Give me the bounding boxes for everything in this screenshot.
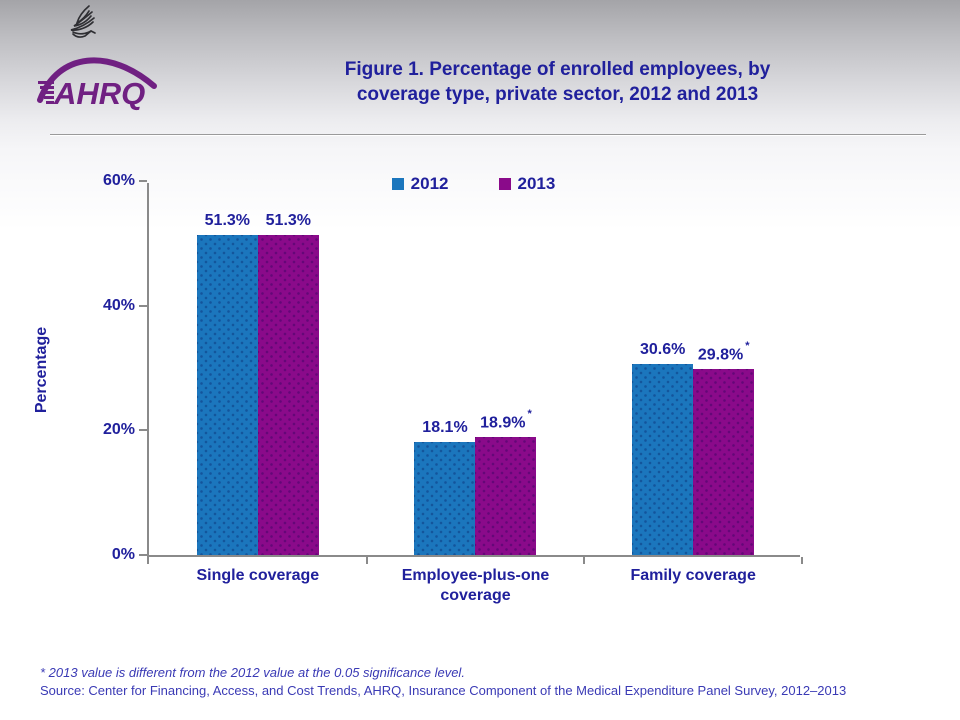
figure-title-line-1: Figure 1. Percentage of enrolled employees, by (344, 59, 771, 80)
significance-note: * 2013 value is different from the 2012 value at the 0.05 significance level. (40, 665, 465, 680)
plot-area (102, 172, 800, 604)
legend-label-2013: 2013 (517, 174, 556, 193)
y-tick-mark (139, 554, 147, 556)
y-tick-label: 40% (102, 296, 135, 314)
y-axis-title: Percentage (33, 326, 51, 414)
bar-value-label-2012-2: 30.6% (639, 341, 686, 359)
y-tick-mark (139, 180, 147, 182)
y-tick-label: 60% (102, 172, 135, 189)
header-divider (50, 134, 926, 136)
logo-text: AHRQ (54, 76, 146, 111)
bar-2012-1 (414, 419, 475, 555)
logo-stripes-icon (38, 81, 54, 104)
bar-group-0 (149, 183, 367, 584)
x-tick-mark (147, 557, 149, 564)
significance-star: * (527, 407, 532, 420)
bar-value-label-2013-0: 51.3% (265, 212, 312, 230)
bar-2013-1 (475, 407, 536, 555)
figure-title (195, 57, 920, 108)
y-tick-label: 20% (102, 421, 135, 439)
y-tick-mark (139, 305, 147, 307)
hhs-eagle-icon (58, 4, 104, 44)
bar-group-1 (367, 183, 585, 604)
y-tick-mark (139, 429, 147, 431)
bar-2012-2 (632, 341, 693, 555)
x-tick-mark (583, 557, 585, 564)
category-label-1: Employee-plus-one coverage (401, 567, 550, 604)
bar-2013-2 (693, 339, 754, 555)
x-tick-mark (801, 557, 803, 564)
x-tick-mark (366, 557, 368, 564)
bar-value-label-2013-2: 29.8%* (697, 339, 750, 364)
bar-value-label-2012-0: 51.3% (204, 212, 251, 230)
bar-2012-0 (197, 212, 258, 555)
bar-2013-0 (258, 212, 319, 555)
category-label-2: Family coverage (630, 567, 756, 584)
ahrq-logo (36, 44, 160, 112)
source-note: Source: Center for Financing, Access, and Cost Trends, AHRQ, Insurance Component of the Medical Expenditure Panel Survey, 2012–2013 (40, 683, 847, 698)
y-tick-label: 0% (111, 546, 135, 563)
legend-label-2012: 2012 (410, 174, 449, 193)
bar-value-label-2012-1: 18.1% (422, 419, 468, 437)
category-label-0: Single coverage (196, 567, 320, 584)
bar-value-label-2013-1: 18.9%* (480, 407, 532, 432)
figure-title-line-2: coverage type, private sector, 2012 and 2013 (356, 84, 759, 106)
bar-group-2 (584, 183, 802, 584)
significance-star: * (745, 339, 750, 352)
